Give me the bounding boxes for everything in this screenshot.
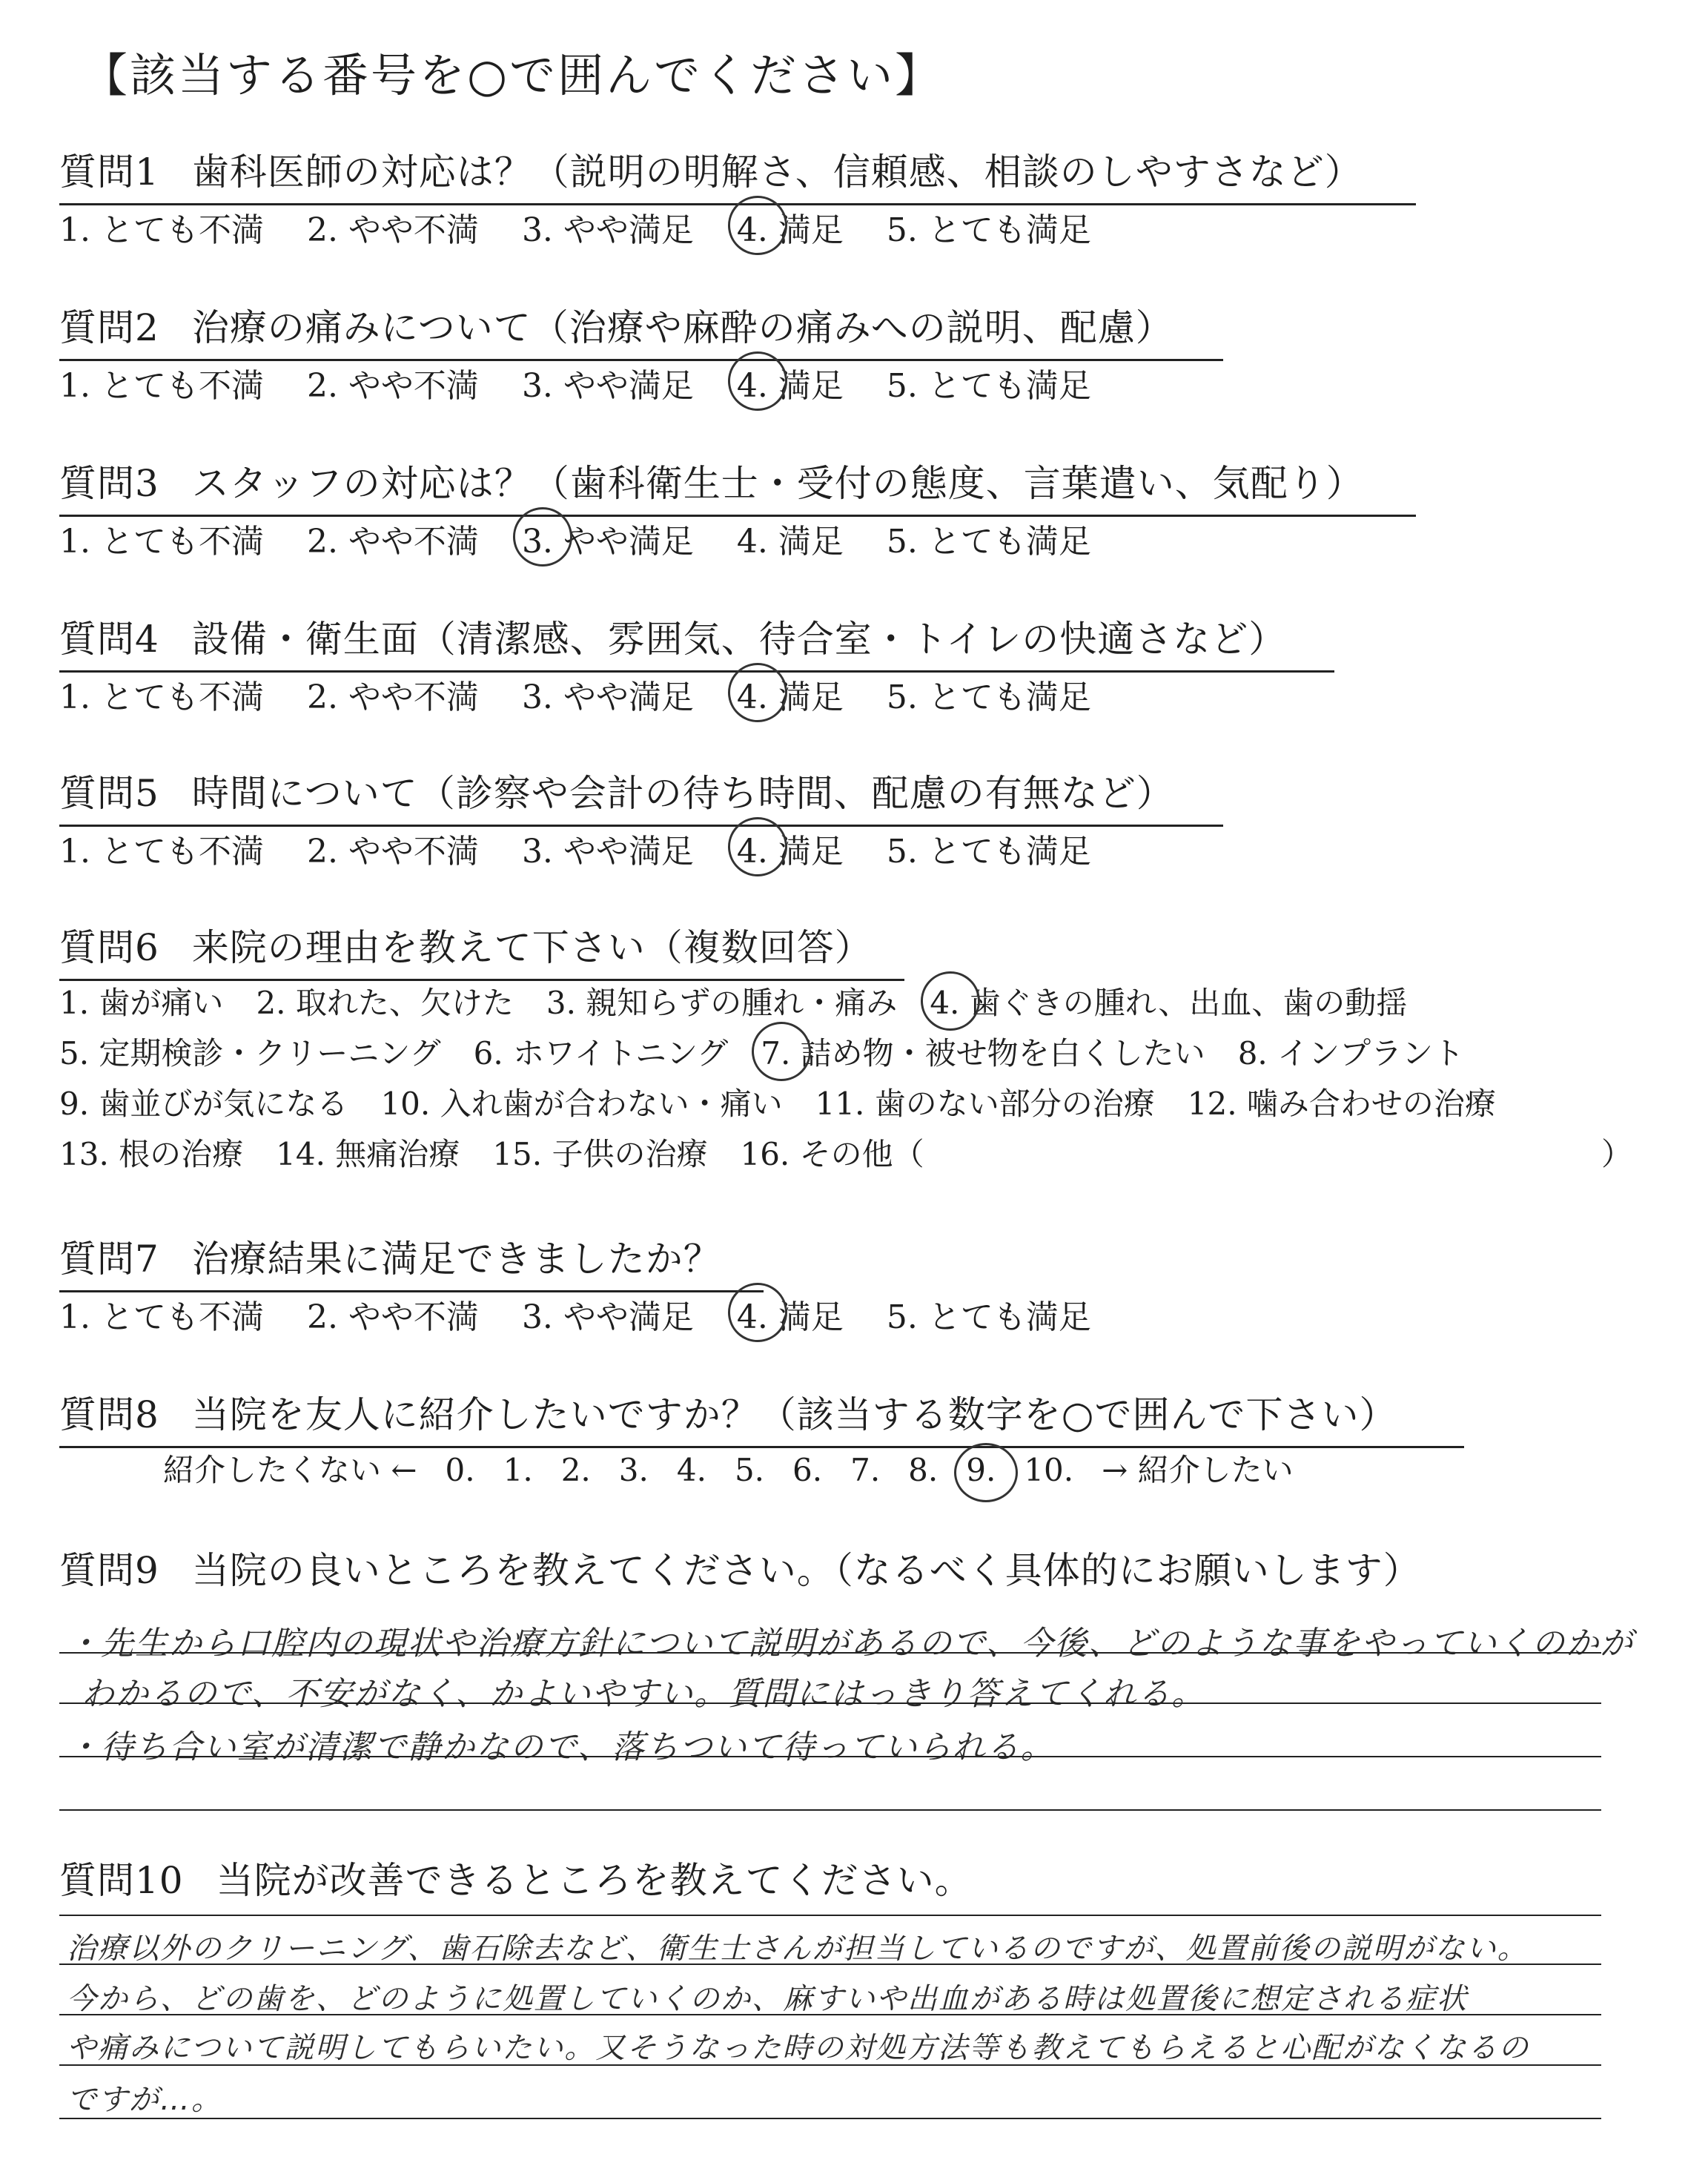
option-4-circled[interactable]: 4. 満足 (737, 1290, 844, 1338)
option-1[interactable]: 1. とても不満 (59, 1298, 264, 1336)
answer-rule (59, 1964, 1601, 1965)
question-4-header (59, 610, 1334, 673)
scale-value[interactable]: 6. (792, 1452, 823, 1488)
answer-rule (59, 1809, 1601, 1811)
option-3[interactable]: 3. やや満足 (521, 678, 694, 716)
option-1[interactable]: 1. とても不満 (59, 678, 264, 716)
reason-option[interactable]: 3. 親知らずの腫れ・痛み (546, 985, 898, 1021)
reason-option[interactable]: 9. 歯並びが気になる (59, 1086, 348, 1122)
q9-answer-line-3: ・待ち合い室が清潔で静かなので、落ちついて待っていられる。 (67, 1728, 1055, 1766)
option-4-circled[interactable]: 4. 満足 (737, 670, 844, 718)
question-number: 質問4 (59, 618, 159, 661)
form-title: 【該当する番号を○で囲んでください】 (82, 48, 944, 102)
question-number: 質問3 (59, 462, 159, 505)
scale-value[interactable]: 1. (503, 1452, 533, 1488)
answer-rule (59, 2014, 1601, 2015)
reason-option-other[interactable]: 16. その他（ (740, 1136, 924, 1172)
option-2[interactable]: 2. やや不満 (306, 678, 479, 716)
rating-options (59, 825, 1134, 872)
option-4-circled[interactable]: 4. 満足 (737, 825, 844, 872)
answer-rule (59, 1915, 1601, 1916)
q9-answer-line-1: ・先生から口腔内の現状や治療方針について説明があるので、今後、どのような事をやっていくのかが (67, 1625, 1635, 1662)
question-number: 質問9 (59, 1549, 159, 1592)
question-number: 質問10 (59, 1859, 184, 1902)
option-2[interactable]: 2. やや不満 (306, 523, 479, 561)
option-2[interactable]: 2. やや不満 (306, 1298, 479, 1336)
question-text: 治療結果に満足できましたか？ (191, 1238, 721, 1281)
option-2[interactable]: 2. やや不満 (306, 211, 479, 249)
reason-options-row-2 (59, 1029, 1497, 1074)
option-2[interactable]: 2. やや不満 (306, 367, 479, 405)
rating-options (59, 203, 1134, 251)
option-3[interactable]: 3. やや満足 (521, 833, 694, 871)
answer-rule (59, 1652, 1601, 1654)
question-text: 歯科医師の対応は？（説明の明解さ、信頼感、相談のしやすさなど） (191, 151, 1363, 194)
recommend-scale (163, 1446, 1322, 1490)
reason-option[interactable]: 12. 噛み合わせの治療 (1187, 1086, 1496, 1122)
option-3[interactable]: 3. やや満足 (521, 211, 694, 249)
option-5[interactable]: 5. とても満足 (886, 211, 1091, 249)
reason-option[interactable]: 13. 根の治療 (59, 1136, 244, 1172)
option-1[interactable]: 1. とても不満 (59, 211, 264, 249)
option-4-circled[interactable]: 4. 満足 (737, 203, 844, 251)
reason-option[interactable]: 1. 歯が痛い (59, 985, 224, 1021)
reason-option-circled[interactable]: 4. 歯ぐきの腫れ、出血、歯の動揺 (930, 979, 1407, 1023)
option-5[interactable]: 5. とても満足 (886, 367, 1091, 405)
q10-answer-line-4: ですが…。 (67, 2083, 222, 2117)
rating-options (59, 515, 1134, 562)
question-3-header (59, 454, 1416, 517)
other-close-paren: ） (1601, 1136, 1633, 1172)
question-text: 来院の理由を教えて下さい（複数回答） (191, 926, 873, 969)
reason-option[interactable]: 8. インプラント (1237, 1035, 1465, 1071)
scale-value-circled[interactable]: 9. (966, 1452, 996, 1488)
scale-value[interactable]: 0. (445, 1452, 475, 1488)
reason-option[interactable]: 2. 取れた、欠けた (256, 985, 514, 1021)
option-2[interactable]: 2. やや不満 (306, 833, 479, 871)
option-3[interactable]: 3. やや満足 (521, 367, 694, 405)
option-5[interactable]: 5. とても満足 (886, 678, 1091, 716)
question-2-header (59, 298, 1223, 361)
rating-options (59, 359, 1134, 406)
scale-right-label: → 紹介したい (1102, 1452, 1294, 1488)
reason-option[interactable]: 6. ホワイトニング (473, 1035, 729, 1071)
option-4-circled[interactable]: 4. 満足 (737, 359, 844, 406)
option-5[interactable]: 5. とても満足 (886, 1298, 1091, 1336)
option-5[interactable]: 5. とても満足 (886, 523, 1091, 561)
question-text: 設備・衛生面（清潔感、雰囲気、待合室・トイレの快適さなど） (191, 618, 1287, 661)
option-4[interactable]: 4. 満足 (736, 523, 844, 561)
question-8-header (59, 1385, 1464, 1448)
reason-options-row-4 (59, 1130, 957, 1175)
q10-answer-line-1: 治療以外のクリーニング、歯石除去など、衛生士さんが担当しているのですが、処置前後の説明がない。 (67, 1932, 1529, 1966)
option-3-circled[interactable]: 3. やや満足 (522, 515, 694, 562)
q9-answer-line-2: わかるので、不安がなく、かよいやすい。質問にはっきり答えてくれる。 (82, 1675, 1206, 1713)
q10-answer-line-3: や痛みについて説明してもらいたい。又そうなった時の対処方法等も教えてもらえると心配がなくなるの (67, 2031, 1530, 2065)
option-1[interactable]: 1. とても不満 (59, 833, 264, 871)
reason-options-row-1 (59, 979, 1440, 1023)
question-text: 当院を友人に紹介したいですか？（該当する数字を○で囲んで下さい） (191, 1393, 1397, 1436)
scale-value[interactable]: 2. (560, 1452, 591, 1488)
question-text: 治療の痛みについて（治療や麻酔の痛みへの説明、配慮） (191, 306, 1174, 349)
question-5-header (59, 764, 1223, 827)
question-9-header (59, 1541, 1421, 1602)
scale-value[interactable]: 7. (850, 1452, 881, 1488)
scale-value[interactable]: 5. (734, 1452, 765, 1488)
question-6-header (59, 918, 904, 981)
scale-value[interactable]: 10. (1024, 1452, 1074, 1488)
question-number: 質問2 (59, 306, 159, 349)
reason-option[interactable]: 5. 定期検診・クリーニング (59, 1035, 441, 1071)
answer-rule (59, 2064, 1601, 2066)
question-10-header (59, 1851, 973, 1912)
question-7-header (59, 1229, 764, 1292)
reason-option[interactable]: 15. 子供の治療 (492, 1136, 708, 1172)
question-text: スタッフの対応は？（歯科衛生士・受付の態度、言葉遣い、気配り） (191, 462, 1364, 505)
question-text: 当院が改善できるところを教えてください。 (216, 1859, 973, 1902)
scale-left-label: 紹介したくない ← (163, 1452, 417, 1488)
rating-options (59, 1290, 1134, 1338)
answer-rule (59, 1756, 1601, 1757)
scale-value[interactable]: 3. (618, 1452, 649, 1488)
option-5[interactable]: 5. とても満足 (886, 833, 1091, 871)
answer-rule (59, 1702, 1601, 1704)
question-text: 時間について（診察や会計の待ち時間、配慮の有無など） (191, 772, 1174, 815)
question-text: 当院の良いところを教えてください。（なるべく具体的にお願いします） (191, 1549, 1421, 1592)
question-number: 質問6 (59, 926, 159, 969)
rating-options (59, 670, 1134, 718)
question-1-header (59, 142, 1416, 205)
option-1[interactable]: 1. とても不満 (59, 367, 264, 405)
question-number: 質問7 (59, 1238, 159, 1281)
option-3[interactable]: 3. やや満足 (521, 1298, 694, 1336)
reason-options-row-3 (59, 1080, 1529, 1124)
question-number: 質問1 (59, 151, 159, 194)
scale-value[interactable]: 4. (676, 1452, 706, 1488)
reason-option-circled[interactable]: 7. 詰め物・被せ物を白くしたい (761, 1029, 1205, 1074)
scale-value[interactable]: 8. (908, 1452, 939, 1488)
question-number: 質問8 (59, 1393, 159, 1436)
option-1[interactable]: 1. とても不満 (59, 523, 264, 561)
question-number: 質問5 (59, 772, 159, 815)
answer-rule (59, 2118, 1601, 2119)
reason-option[interactable]: 10. 入れ歯が合わない・痛い (380, 1086, 783, 1122)
q10-answer-line-2: 今から、どの歯を、どのように処置していくのか、麻すいや出血がある時は処置後に想定される症状 (67, 1982, 1468, 2016)
reason-option[interactable]: 11. 歯のない部分の治療 (815, 1086, 1155, 1122)
reason-option[interactable]: 14. 無痛治療 (276, 1136, 460, 1172)
